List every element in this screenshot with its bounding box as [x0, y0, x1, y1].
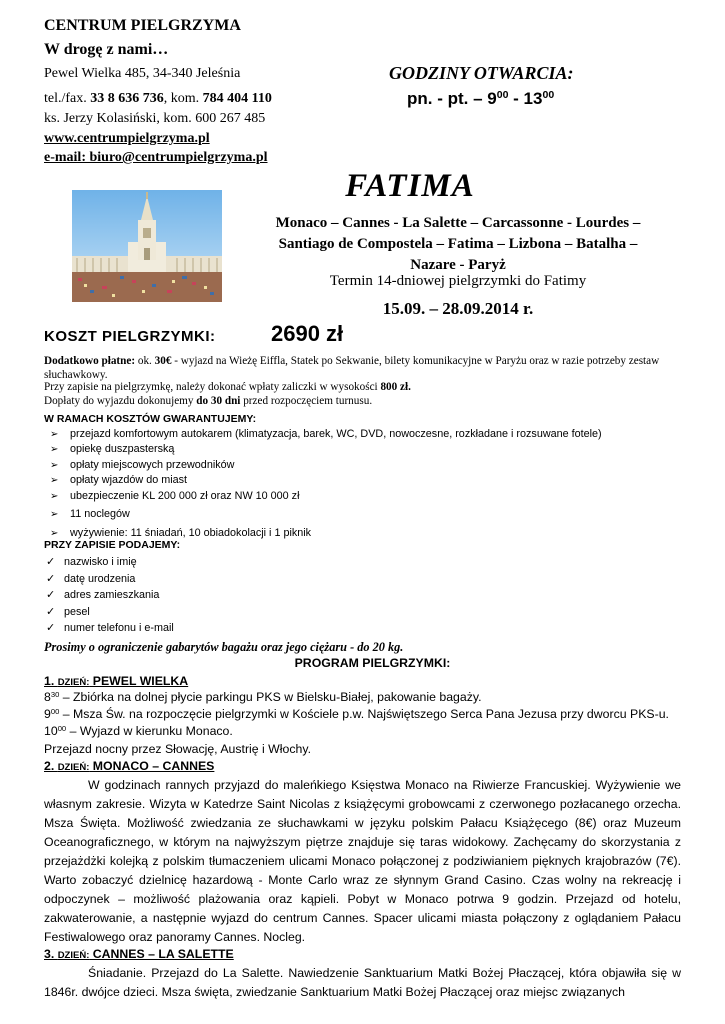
org-name: CENTRUM PIELGRZYMA — [44, 17, 241, 34]
hours-days: pn. - pt. – 9 — [407, 89, 497, 108]
day-3-heading: 3. DZIEŃ: CANNES – LA SALETTE — [44, 947, 234, 961]
signup-list — [46, 554, 174, 637]
address: Pewel Wielka 485, 34-340 Jeleśnia — [44, 66, 241, 81]
checkmark-icon: ✓ — [46, 605, 56, 618]
checkmark-icon: ✓ — [46, 572, 56, 585]
phone-line — [44, 91, 272, 107]
day-1-line-3: $10^{00}$ – Wyjazd w kierunku Monaco. — [44, 723, 233, 738]
arrow-bullet-icon: ➢ — [50, 459, 59, 471]
tel-prefix: tel./fax. — [44, 91, 91, 106]
topup-info — [44, 394, 372, 408]
deposit-text: Przy zapisie na pielgrzymkę, należy dokonać wpłaty zaliczki w wysokości — [44, 381, 381, 393]
trip-title: FATIMA — [345, 168, 475, 204]
day-1-heading: 1. DZIEŃ: PEWEL WIELKA — [44, 674, 189, 688]
priest-contact: ks. Jerzy Kolasiński, kom. 600 267 485 — [44, 111, 266, 126]
hours-open-sup: 00 — [496, 89, 509, 102]
sanctuary-photo — [72, 190, 222, 302]
route-line-3: Nazare - Paryż — [410, 257, 506, 273]
website-link[interactable]: www.centrumpielgrzyma.pl — [44, 131, 210, 146]
trip-route — [238, 213, 678, 276]
deposit-amount: 800 zł. — [380, 381, 411, 393]
arrow-bullet-icon: ➢ — [50, 527, 59, 539]
list-item: ✓ nazwisko i imię — [46, 554, 174, 571]
tel-number: 33 8 636 736 — [90, 91, 164, 106]
day-1-line-1: $8^{30}$ – Zbiórka na dolnej płycie parkingu PKS w Bielsku-Białej, pakowanie bagaży. — [44, 689, 482, 704]
day-1-line-4: Przejazd nocny przez Słowację, Austrię i Włochy. — [44, 742, 311, 756]
list-item: ➢ opłaty wjazdów do miast — [48, 473, 602, 488]
arrow-bullet-icon: ➢ — [50, 444, 59, 456]
hours-title: GODZINY OTWARCIA: — [389, 63, 574, 83]
list-item: ✓ numer telefonu i e-mail — [46, 620, 174, 637]
list-item: ➢ opiekę duszpasterską — [48, 442, 602, 457]
extra-text-b: - wyjazd na Wieżę Eiffla, Statek po Sekwanie, bilety komunikacyjne w Paryżu oraz w razie potrzeby zestaw słuchawkowy. — [44, 355, 660, 382]
day-2-description: W godzinach rannych przyjazd do maleńkiego Księstwa Monaco na Riwierze Francuskiej. Wyżywienie we własnym zakresie. Wizyta w Katedrze Saint Nicolas z książęcymi grobowcami z czerwonego pozłacanego orzecha. Msza Święta. Możliwość zwiedzania ze słuchawkami w języku polskim Pałacu Książęcego (8€) oraz Muzeum Oceanograficznego, w którym na najwyższym piętrze znajduje się taras widokowy. Zachęcamy do skorzystania z przejażdżki kolejką z polskim tłumaczeniem ulicami Monaco połączonej z podziwianiem pięknych krajobrazów (7€). Warto zobaczyć dzielnicę hazardową - Monte Carlo wraz ze słynnym Grand Casino. Czas wolny na rekreację i odpoczynek – możliwość plażowania oraz kąpieli. Pobyt w Monaco potrwa 9 godzin. Przejazd od hotelu, zakwaterowanie, a następnie wyjazd do centrum Cannes. Spacer ulicami miasta połączony z oglądaniem Pałacu Festiwalowego oraz panoramy Cannes. Nocleg. — [44, 778, 681, 944]
checkmark-icon: ✓ — [46, 589, 56, 602]
cost-value: 2690 zł — [271, 321, 344, 346]
extra-text-a: ok. — [135, 355, 155, 367]
email-link[interactable]: e-mail: biuro@centrumpielgrzyma.pl — [44, 150, 268, 165]
hours-close: - 13 — [508, 89, 543, 108]
basilica-illustration — [72, 190, 222, 302]
day-3-description: Śniadanie. Przejazd do La Salette. Nawiedzenie Sanktuarium Matki Bożej Płaczącej, która objawiła się w 1846r. dwójce dzieci. Msza święta, zwiedzanie Sanktuarium Matki Bożej Płaczącej oraz miejsc związanych — [44, 966, 681, 999]
list-item: ✓ adres zamieszkania — [46, 587, 174, 604]
arrow-bullet-icon: ➢ — [50, 508, 59, 520]
arrow-bullet-icon: ➢ — [50, 490, 59, 502]
program-heading: PROGRAM PIELGRZYMKI: — [294, 656, 451, 670]
list-item: ➢ opłaty miejscowych przewodników — [48, 458, 602, 473]
route-line-1: Monaco – Cannes - La Salette – Carcassonne - Lourdes – — [275, 215, 641, 231]
list-item: ➢ wyżywienie: 11 śniadań, 10 obiadokolacji i 1 piknik — [48, 524, 602, 543]
checkmark-icon: ✓ — [46, 622, 56, 635]
trip-term: Termin 14-dniowej pielgrzymki do Fatimy — [329, 273, 587, 289]
extra-amount: 30€ — [154, 355, 172, 367]
topup-text: Dopłaty do wyjazdu dokonujemy — [44, 395, 197, 407]
list-item: ➢ 11 noclegów — [48, 504, 602, 524]
hours-range — [407, 89, 554, 109]
slogan: W drogę z nami… — [44, 41, 169, 58]
list-item: ✓ pesel — [46, 604, 174, 621]
hours-close-sup: 00 — [542, 89, 555, 102]
topup-end: przed rozpoczęciem turnusu. — [240, 395, 373, 407]
extra-label: Dodatkowo płatne: — [44, 355, 136, 367]
luggage-note: Prosimy o ograniczenie gabarytów bagażu oraz jego ciężaru - do 20 kg. — [44, 640, 404, 654]
list-item: ✓ datę urodzenia — [46, 571, 174, 588]
route-line-2: Santiago de Compostela – Fatima – Lizbona – Batalha – — [278, 236, 638, 252]
list-item: ➢ ubezpieczenie KL 200 000 zł oraz NW 10 000 zł — [48, 489, 602, 504]
kom-prefix: , kom. — [163, 91, 203, 106]
signup-heading: PRZY ZAPISIE PODAJEMY: — [44, 539, 181, 551]
guarantee-heading: W RAMACH KOSZTÓW GWARANTUJEMY: — [44, 413, 257, 425]
arrow-bullet-icon: ➢ — [50, 475, 59, 487]
mobile-number: 784 404 110 — [202, 91, 272, 106]
day-2-heading: 2. DZIEŃ: MONACO – CANNES — [44, 759, 215, 773]
day-1-line-2: $9^{00}$ – Msza Św. na rozpoczęcie pielgrzymki w Kościele p.w. Najświętszego Serca Pana Jezusa przy dworcu PKS-u. — [44, 706, 669, 721]
arrow-bullet-icon: ➢ — [50, 429, 59, 440]
guarantee-list — [48, 427, 602, 542]
checkmark-icon: ✓ — [46, 556, 56, 568]
trip-dates: 15.09. – 28.09.2014 r. — [382, 299, 534, 318]
extra-costs — [44, 354, 684, 383]
cost-label: KOSZT PIELGRZYMKI: — [44, 328, 216, 345]
topup-deadline: do 30 dni — [196, 395, 241, 407]
deposit-info — [44, 380, 411, 394]
list-item: ➢ przejazd komfortowym autokarem (klimatyzacja, barek, WC, DVD, nowoczesne, rozkładane i rozsuwane fotele) — [48, 427, 602, 442]
